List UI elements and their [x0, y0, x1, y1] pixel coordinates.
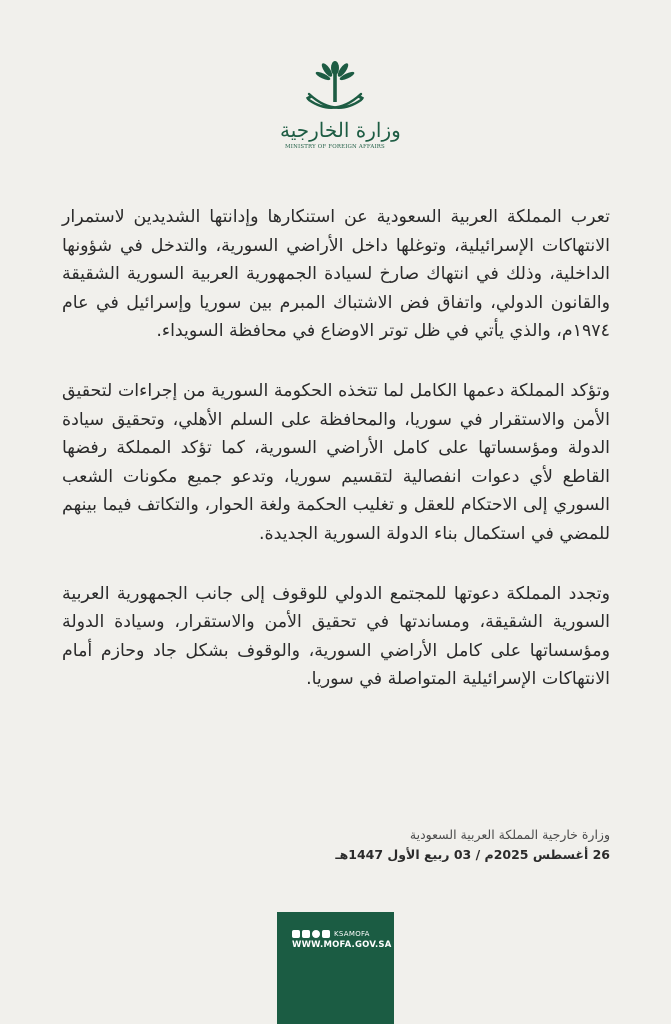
website-link[interactable]: WWW.MOFA.GOV.SA	[292, 940, 392, 950]
statement-paragraph: وتؤكد المملكة دعمها الكامل لما تتخذه الحكومة السورية من إجراءات لتحقيق الأمن والاستقرار في سوريا، والمحافظة على السلم الأهلي، وتحقيق سيادة الدولة ومؤسساتها على كامل الأراضي السورية، كما تؤكد المملكة رفضها القاطع لأي دعوات انفصالية لتقسيم سوريا، وتدعو جميع مكونات الشعب السوري إلى الاحتكام للعقل و تغليب الحكمة ولغة الحوار، والتكاتف فيما بينهم للمضي في استكمال بناء الدولة السورية الجديدة.	[62, 380, 610, 544]
ministry-logo-arabic: وزارة الخارجية	[280, 118, 401, 142]
signature-block	[250, 826, 610, 866]
statement-body	[62, 203, 610, 725]
snapchat-icon[interactable]	[292, 930, 300, 938]
statement-paragraph: وتجدد المملكة دعوتها للمجتمع الدولي للوقوف إلى جانب الجمهورية العربية السورية الشقيقة، ومساندتها في تحقيق الأمن والاستقرار، وسيادة الدولة ومؤسساتها على كامل الأراضي السورية، والوقوف بشكل جاد وحازم أمام الانتهاكات الإسرائيلية المتواصلة في سوريا.	[62, 583, 610, 690]
ministry-logo-english: MINISTRY OF FOREIGN AFFAIRS	[285, 144, 385, 150]
footer-contact-box	[277, 912, 394, 1024]
signature-date: 26 أغسطس 2025م / 03 ربيع الأول 1447هـ	[335, 847, 610, 862]
social-handle[interactable]: KSAMOFA	[334, 930, 370, 938]
saudi-emblem-icon	[299, 60, 371, 120]
facebook-icon[interactable]	[302, 930, 310, 938]
statement-paragraph: تعرب المملكة العربية السعودية عن استنكارها وإدانتها الشديدين لاستمرار الانتهاكات الإسرائيلية، وتوغلها داخل الأراضي السورية، والتدخل في شؤونها الداخلية، وذلك في انتهاك صارخ لسيادة الجمهورية العربية السورية الشقيقة والقانون الدولي، واتفاق فض الاشتباك المبرم بين سوريا وإسرائيل في عام ١٩٧٤م، والذي يأتي في ظل توتر الاوضاع في محافظة السويداء.	[62, 207, 610, 342]
x-icon[interactable]	[322, 930, 330, 938]
signature-ministry: وزارة خارجية المملكة العربية السعودية	[409, 827, 610, 842]
social-icons-row	[292, 929, 370, 939]
instagram-icon[interactable]	[312, 930, 320, 938]
